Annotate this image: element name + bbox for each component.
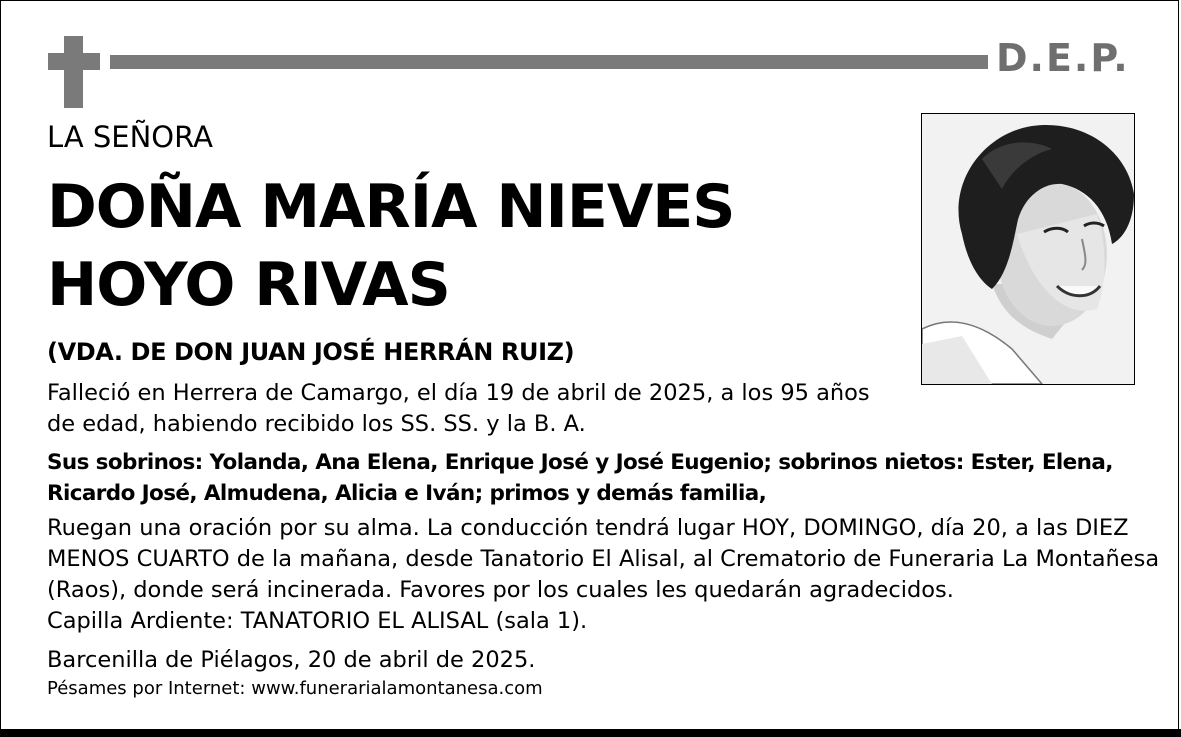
ceremony-line-3: (Raos), donde será incinerada. Favores por los cuales les quedarán agradecidos.	[47, 577, 954, 603]
condolences-link: Pésames por Internet: www.funerarialamontanesa.com	[47, 678, 543, 699]
family-line-2: Ricardo José, Almudena, Alicia e Iván; primos y demás familia,	[47, 481, 767, 506]
intro-text: LA SEÑORA	[47, 120, 213, 154]
bottom-rule	[0, 729, 1181, 737]
family-line-1: Sus sobrinos: Yolanda, Ana Elena, Enrique José y José Eugenio; sobrinos nietos: Ester, Elena,	[47, 450, 1113, 475]
dep-label: D.E.P.	[996, 36, 1130, 80]
cross-icon	[48, 36, 100, 108]
death-paragraph	[47, 378, 870, 440]
name-line-2: HOYO RIVAS	[47, 250, 450, 320]
name-line-1: DOÑA MARÍA NIEVES	[47, 172, 735, 242]
ceremony-line-4: Capilla Ardiente: TANATORIO EL ALISAL (sala 1).	[47, 608, 588, 634]
widow-of: (VDA. DE DON JUAN JOSÉ HERRÁN RUIZ)	[47, 338, 575, 366]
portrait-photo	[921, 113, 1135, 385]
place-date: Barcenilla de Piélagos, 20 de abril de 2025.	[47, 647, 536, 673]
ceremony-line-2: MENOS CUARTO de la mañana, desde Tanatorio El Alisal, al Crematorio de Funeraria La Montañesa	[47, 546, 1160, 572]
family-paragraph	[47, 447, 1113, 509]
ceremony-paragraph	[47, 513, 1159, 637]
death-line-1: Falleció en Herrera de Camargo, el día 19 de abril de 2025, a los 95 años	[47, 380, 870, 406]
deceased-name	[47, 168, 735, 324]
ceremony-line-1: Ruegan una oración por su alma. La conducción tendrá lugar HOY, DOMINGO, día 20, a las DIEZ	[47, 515, 1129, 541]
death-line-2: de edad, habiendo recibido los SS. SS. y la B. A.	[47, 411, 586, 437]
header-rule	[110, 55, 988, 69]
